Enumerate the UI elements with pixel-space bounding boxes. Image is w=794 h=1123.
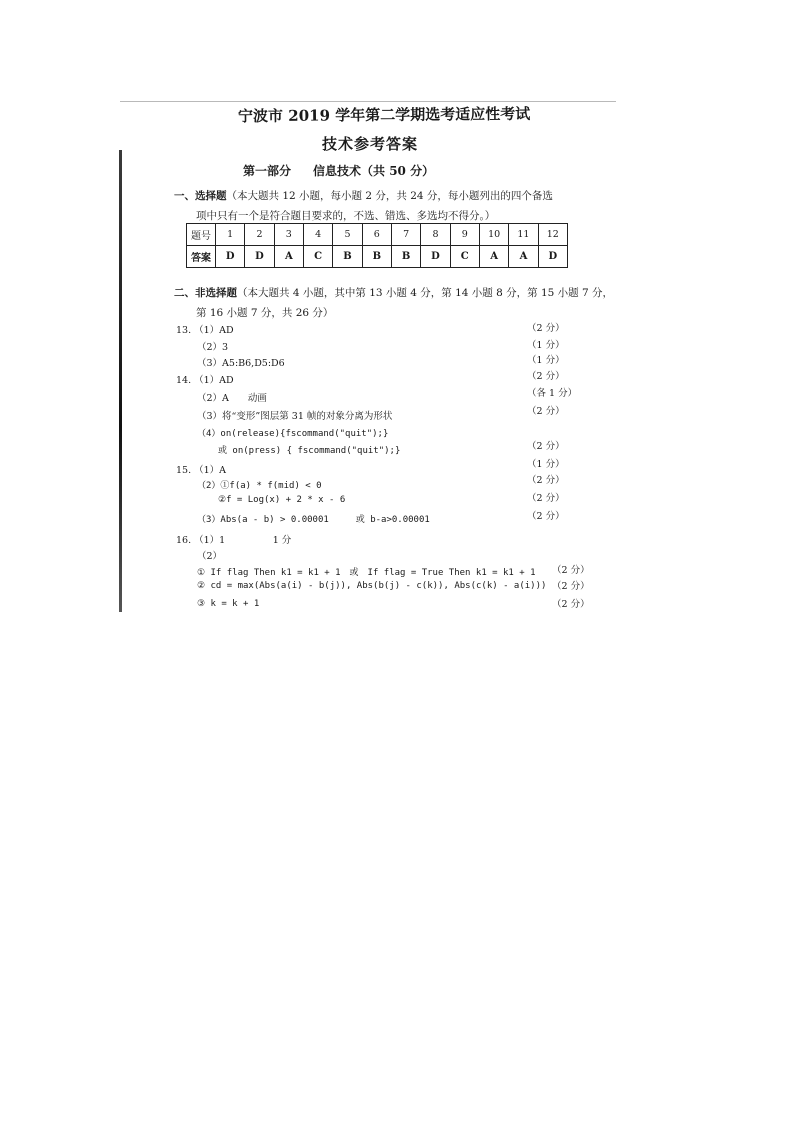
question-number: 9 [450, 224, 479, 246]
answer-line: （3）将“变形”图层第 31 帧的对象分离为形状 [197, 411, 393, 422]
score-label: （1 分） [527, 340, 565, 351]
answer-line: 13. （1）AD [176, 325, 234, 336]
score-label: （1 分） [527, 355, 565, 366]
answer-line: 15. （1）A [176, 465, 227, 476]
question-number: 11 [509, 224, 538, 246]
answer-line: ② cd = max(Abs(a(i) - b(j)), Abs(b(j) - c(k)), Abs(c(k) - a(i))) [197, 581, 547, 591]
row-label-number: 题号 [187, 224, 216, 246]
answer-line: （2）A 动画 [197, 393, 267, 404]
page-subtitle: 技术参考答案 [322, 135, 419, 153]
question-number: 7 [391, 224, 420, 246]
answer-cell: B [333, 246, 362, 268]
question-number: 6 [362, 224, 391, 246]
answer-cell: B [362, 246, 391, 268]
mc-instruction-line2: 项中只有一个是符合题目要求的，不选、错选、多选均不得分。） [196, 210, 496, 222]
score-label: （2 分） [527, 493, 565, 504]
answer-line: （2）①f(a) * f(mid) < 0 [197, 481, 322, 491]
row-label-answer: 答案 [187, 246, 216, 268]
section-heading [243, 162, 456, 179]
answer-cell: D [216, 246, 245, 268]
score-label: （2 分） [552, 581, 590, 592]
table-row-numbers [187, 224, 568, 246]
mc-heading: 一、选择题 [174, 190, 227, 202]
answer-cell: A [509, 246, 538, 268]
score-label: （2 分） [527, 511, 565, 522]
score-label: （2 分） [552, 599, 590, 610]
answer-cell: C [450, 246, 479, 268]
page-title: 宁波市 2019 学年第二学期选考适应性考试 [237, 104, 531, 126]
answer-line: ②f = Log(x) + 2 * x - 6 [218, 495, 346, 505]
question-number: 12 [538, 224, 567, 246]
answer-line: ③ k = k + 1 [197, 599, 260, 609]
answer-cell: C [303, 246, 332, 268]
answer-line: ① If flag Then k1 = k1 + 1 或 If flag = True Then k1 = k1 + 1 [197, 568, 536, 578]
answer-table [186, 223, 568, 268]
answer-cell: B [391, 246, 420, 268]
answer-cell: D [421, 246, 450, 268]
top-rule [120, 101, 616, 102]
question-number: 5 [333, 224, 362, 246]
answer-line: （4）on(release){fscommand("quit");} [197, 429, 389, 439]
answer-cell: A [274, 246, 303, 268]
nonmc-heading: 二、非选择题 [174, 287, 237, 299]
score-label: （各 1 分） [527, 388, 578, 399]
answer-cell: A [479, 246, 508, 268]
question-number: 3 [274, 224, 303, 246]
score-label: （2 分） [552, 565, 590, 576]
answer-line: 或 on(press) { fscommand("quit");} [218, 446, 401, 456]
nonmc-instruction-line2: 第 16 小题 7 分，共 26 分） [196, 307, 334, 319]
nonmc-instruction-line1: （本大题共 4 小题，其中第 13 小题 4 分，第 14 小题 8 分，第 15 小题 7 分， [237, 287, 614, 299]
question-number: 2 [245, 224, 274, 246]
mc-instruction [174, 188, 553, 203]
answer-line: 16. （1）1 1 分 [176, 535, 292, 546]
table-row-answers [187, 246, 568, 268]
answer-line: （3）Abs(a - b) > 0.00001 或 b-a>0.00001 [197, 515, 430, 525]
answer-cell: D [245, 246, 274, 268]
answer-line: （3）A5:B6,D5:D6 [197, 358, 285, 369]
score-label: （2 分） [527, 371, 565, 382]
scan-edge-shadow [119, 150, 122, 612]
answer-line: （2）3 [197, 342, 229, 353]
mc-instruction-line1: （本大题共 12 小题，每小题 2 分，共 24 分，每小题列出的四个备选 [226, 190, 553, 202]
question-number: 4 [303, 224, 332, 246]
section-part: 第一部分 [243, 164, 292, 178]
question-number: 10 [479, 224, 508, 246]
answer-line: 14. （1）AD [176, 375, 234, 386]
question-number: 1 [216, 224, 245, 246]
question-number: 8 [421, 224, 450, 246]
score-label: （2 分） [527, 475, 565, 486]
answer-line: （2） [197, 551, 223, 562]
score-label: （2 分） [527, 406, 565, 417]
score-label: （2 分） [527, 441, 565, 452]
score-label: （2 分） [527, 323, 565, 334]
answer-cell: D [538, 246, 567, 268]
section-name: 信息技术（共 50 分） [313, 164, 435, 178]
nonmc-instruction [174, 285, 613, 300]
score-label: （1 分） [527, 459, 565, 470]
